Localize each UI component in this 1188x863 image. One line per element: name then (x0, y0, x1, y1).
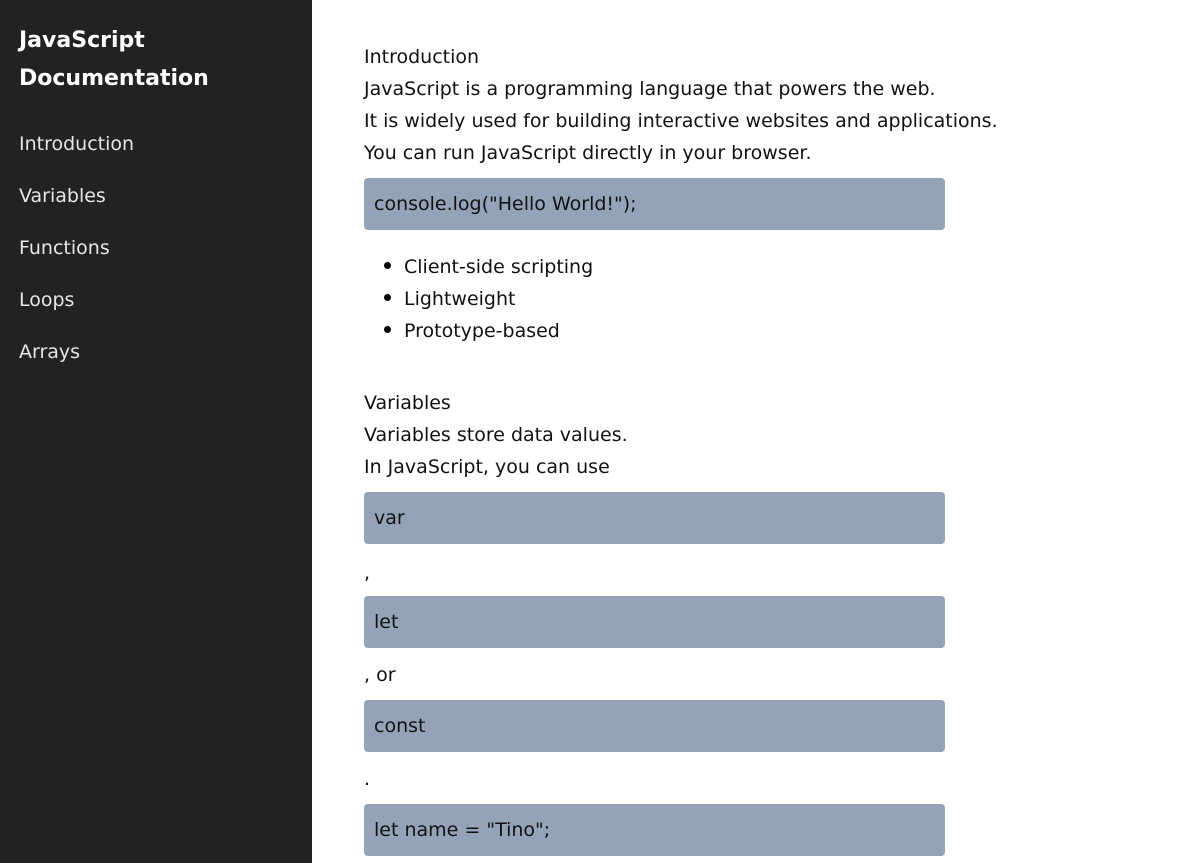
code-block-const: const (364, 700, 945, 752)
section-header-variables: Variables (364, 392, 451, 414)
nav-title: JavaScript Documentation (19, 28, 209, 91)
nav-link-loops[interactable]: Loops (19, 289, 75, 311)
nav-link-variables[interactable]: Variables (19, 185, 106, 207)
separator-text: , or (364, 664, 396, 686)
code-block-example: let name = "Tino"; (364, 804, 945, 856)
code-block-let: let (364, 596, 945, 648)
list-item-text: Prototype-based (404, 320, 560, 342)
section-header-introduction: Introduction (364, 46, 480, 68)
separator-text: . (364, 768, 371, 790)
intro-paragraph: JavaScript is a programming language that powers the web. (364, 78, 936, 100)
code-block-var: var (364, 492, 945, 544)
separator-text: , (364, 562, 371, 584)
variables-paragraph: Variables store data values. (364, 424, 628, 446)
list-item (384, 286, 515, 312)
main-content (364, 0, 1164, 863)
intro-paragraph: You can run JavaScript directly in your browser. (364, 142, 812, 164)
list-item-text: Lightweight (404, 288, 516, 310)
bullet-icon (384, 326, 391, 333)
intro-paragraph: It is widely used for building interactive websites and applications. (364, 110, 998, 132)
nav-link-arrays[interactable]: Arrays (19, 341, 81, 363)
sidebar-nav (0, 0, 312, 863)
bullet-icon (384, 294, 391, 301)
bullet-icon (384, 262, 391, 269)
list-item-text: Client-side scripting (404, 256, 594, 278)
nav-link-functions[interactable]: Functions (19, 237, 110, 259)
code-block-hello-world: console.log("Hello World!"); (364, 178, 945, 230)
nav-link-introduction[interactable]: Introduction (19, 133, 135, 155)
list-item (384, 318, 560, 344)
list-item (384, 254, 593, 280)
variables-paragraph: In JavaScript, you can use (364, 456, 610, 478)
